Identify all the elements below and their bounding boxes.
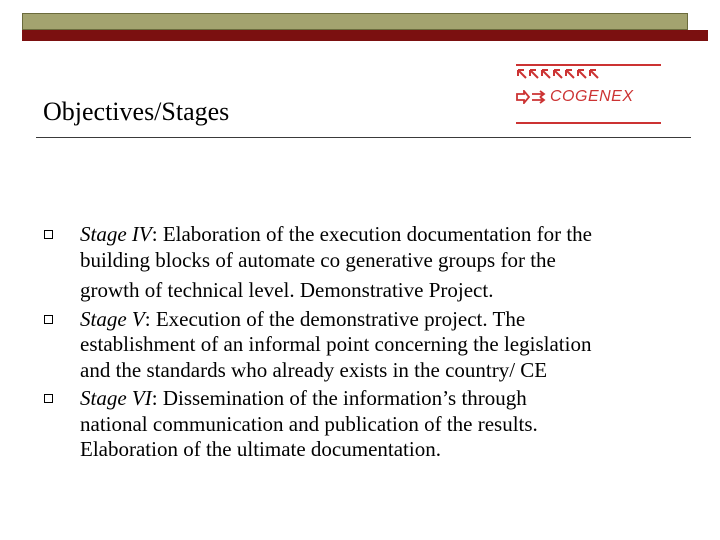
stage-label: Stage V (80, 306, 145, 331)
bullet-item-stage-v (44, 307, 644, 384)
square-bullet-icon (44, 230, 53, 239)
title-divider (36, 137, 691, 138)
logo-bottom-line (516, 122, 661, 124)
cogenex-logo (514, 64, 662, 126)
bullet-text: : Execution of the demonstrative project. The (144, 306, 526, 331)
bullet-text: and the standards who already exists in the country/ CE (80, 357, 548, 382)
logo-text: COGENEX (550, 88, 634, 105)
bullet-item-stage-vi (44, 386, 644, 463)
stage-label: Stage IV (80, 222, 152, 246)
bullet-text: growth of technical level. Demonstrative Project. (80, 278, 494, 302)
header-band-maroon (22, 30, 688, 41)
bullet-list (44, 222, 644, 463)
slide-title: Objectives/Stages (43, 97, 230, 126)
square-bullet-icon (44, 394, 53, 403)
stage-label: Stage VI (80, 386, 152, 410)
bullet-text: establishment of an informal point concerning the legislation (80, 332, 592, 356)
logo-small-arrows-icon (516, 90, 546, 104)
header-corner-notch (688, 13, 708, 30)
bullet-text: Elaboration of the ultimate documentation. (80, 437, 441, 461)
bullet-text: national communication and publication of the results. (80, 411, 538, 436)
logo-top-line (516, 64, 661, 66)
logo-arrows-icon (516, 68, 616, 82)
header-band-olive (22, 13, 688, 30)
square-bullet-icon (44, 315, 53, 324)
bullet-text: building blocks of automate co generative groups for the (80, 247, 556, 272)
bullet-text: : Elaboration of the execution documentation for the (151, 222, 593, 246)
bullet-text: : Dissemination of the information’s through (151, 386, 527, 410)
bullet-item-stage-iv (44, 222, 644, 304)
